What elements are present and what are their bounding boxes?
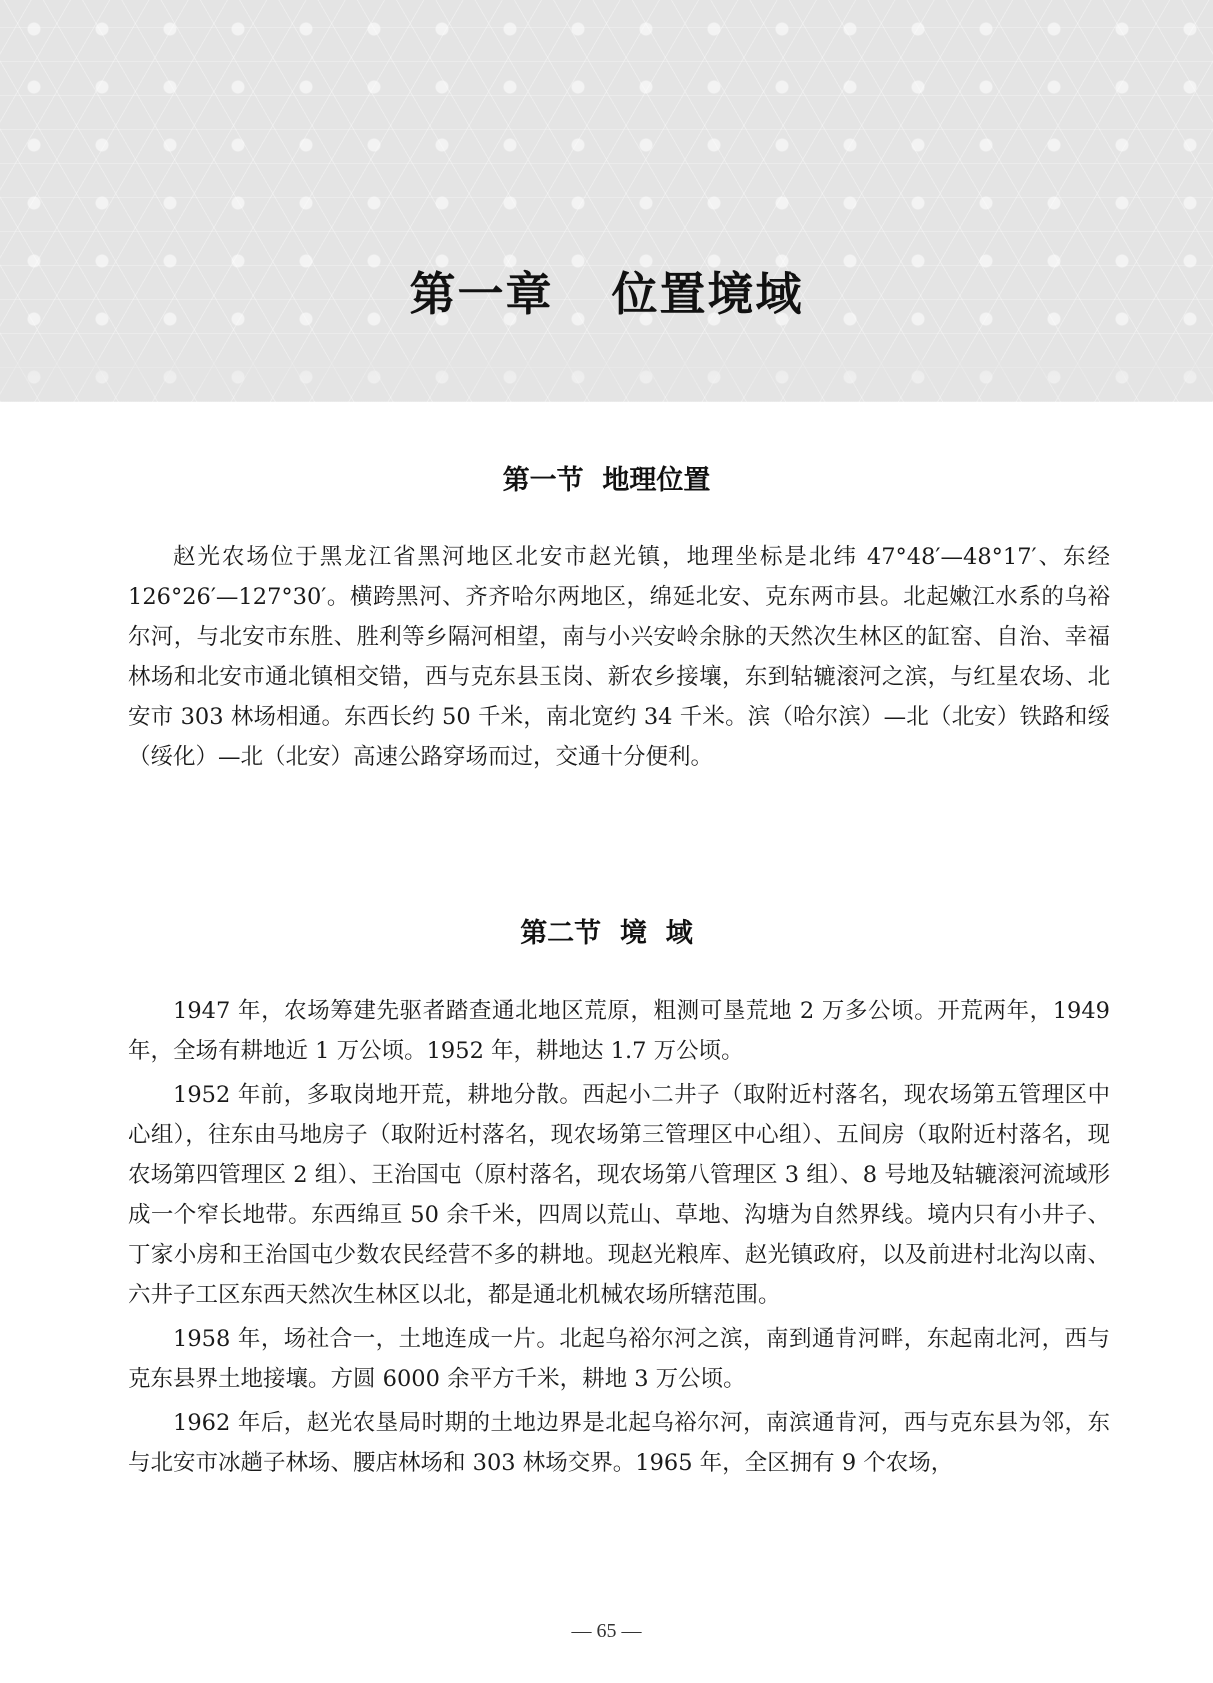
section-title-geographic-location: 第一节 地理位置: [502, 465, 711, 496]
page-number: — 65 —: [571, 1620, 642, 1642]
section-title-territory: 第二节 境 域: [520, 918, 693, 949]
chapter-banner-background: [0, 0, 1213, 402]
paragraph: 1962 年后，赵光农垦局时期的土地边界是北起乌裕尔河，南滨通肯河，西与克东县为邻，东与北安市冰趟子林场、腰店林场和 303 林场交界。1965 年，全区拥有 9 个农场，: [128, 1410, 1110, 1476]
section-body-territory: [128, 991, 1110, 1487]
paragraph: 1947 年，农场筹建先驱者踏查通北地区荒原，粗测可垦荒地 2 万多公顷。开荒两年，1949 年，全场有耕地近 1 万公顷。1952 年，耕地达 1.7 万公顷。: [128, 998, 1110, 1064]
banner-fade: [0, 360, 1213, 402]
paragraph: 1958 年，场社合一，土地连成一片。北起乌裕尔河之滨，南到通肯河畔，东起南北河，西与克东县界土地接壤。方圆 6000 余平方千米，耕地 3 万公顷。: [128, 1326, 1110, 1392]
paragraph: 1952 年前，多取岗地开荒，耕地分散。西起小二井子（取附近村落名，现农场第五管理区中心组），往东由马地房子（取附近村落名，现农场第三管理区中心组）、五间房（取附近村落名，现农场第四管理区 2 组）、王治国屯（原村落名，现农场第八管理区 3 组）、8 号地及轱辘滚河流域形成一个窄长地带。东西绵亘 50 余千米，四周以荒山、草地、沟塘为自然界线。境内只有小井子、丁家小房和王治国屯少数农民经营不多的耕地。现赵光粮库、赵光镇政府，以及前进村北沟以南、六井子工区东西天然次生林区以北，都是通北机械农场所辖范围。: [128, 1082, 1110, 1308]
section-body-geographic-location: [128, 537, 1110, 781]
paragraph: 赵光农场位于黑龙江省黑河地区北安市赵光镇，地理坐标是北纬 47°48′—48°17′、东经 126°26′—127°30′。横跨黑河、齐齐哈尔两地区，绵延北安、克东两市县。北起嫩江水系的乌裕尔河，与北安市东胜、胜利等乡隔河相望，南与小兴安岭余脉的天然次生林区的缸窑、自治、幸福林场和北安市通北镇相交错，西与克东县玉岗、新农乡接壤，东到轱辘滚河之滨，与红星农场、北安市 303 林场相通。东西长约 50 千米，南北宽约 34 千米。滨（哈尔滨）—北（北安）铁路和绥（绥化）—北（北安）高速公路穿场而过，交通十分便利。: [128, 544, 1110, 770]
chapter-title: 第一章 位置境域: [409, 267, 804, 321]
